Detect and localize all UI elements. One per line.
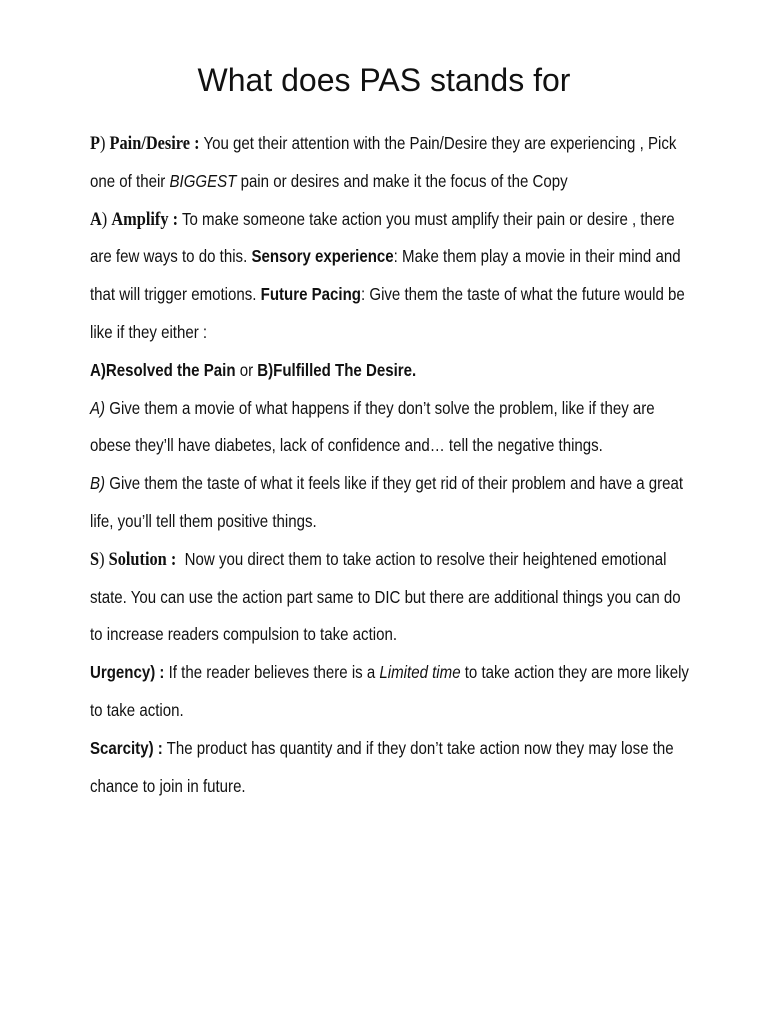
future-pacing-label: Future Pacing bbox=[260, 284, 361, 305]
option-a-marker: A) bbox=[90, 397, 106, 418]
pain-emphasis: BIGGEST bbox=[169, 170, 237, 191]
amplify-letter: A bbox=[90, 208, 102, 230]
solution-text: Now you direct them to take action to resolve their heightened emotional state. You can use the action part same to DIC but there are additional things you can do to increase readers compulsion to take action. bbox=[90, 548, 681, 645]
option-b-label: B)Fulfilled The Desire. bbox=[257, 359, 417, 380]
sensory-text: : Make them play a movie in their mind and that will trigger emotions. bbox=[90, 246, 681, 305]
solution-heading-label: Solution : bbox=[108, 548, 177, 570]
amplify-text-1: To make someone take action you must amplify their pain or desire , there are few ways to do this. bbox=[90, 208, 675, 267]
scarcity-text: The product has quantity and if they don’t take action now they may lose the chance to join in future. bbox=[90, 737, 674, 796]
option-b-text: Give them the taste of what it feels like if they get rid of their problem and have a great life, you’ll tell them positive things. bbox=[90, 473, 684, 531]
sensory-label: Sensory experience bbox=[251, 246, 394, 267]
pain-text-2: pain or desires and make it the focus of the Copy bbox=[236, 170, 568, 191]
pain-text-1: You get their attention with the Pain/Desire they are experiencing , Pick one of their bbox=[90, 133, 677, 191]
urgency-label: Urgency) : bbox=[90, 662, 165, 683]
urgency-text-2: to take action they are more likely to take action. bbox=[90, 662, 689, 720]
urgency-paragraph bbox=[90, 654, 690, 730]
amplify-heading-label: Amplify : bbox=[111, 208, 179, 230]
pain-section bbox=[90, 125, 690, 201]
option-b-paragraph bbox=[90, 465, 690, 541]
option-a-label: A)Resolved the Pain bbox=[90, 359, 236, 380]
pain-heading-label: Pain/Desire : bbox=[109, 133, 200, 154]
option-a-text: Give them a movie of what happens if they don’t solve the problem, like if they are obese they’ll have diabetes, lack of confidence and… tell the negative things. bbox=[90, 397, 655, 456]
amplify-section bbox=[90, 201, 690, 352]
option-b-marker: B) bbox=[90, 473, 106, 494]
option-a-paragraph bbox=[90, 390, 690, 466]
amplify-heading: A) Amplify : bbox=[90, 208, 179, 230]
scarcity-paragraph bbox=[90, 730, 690, 806]
pain-letter: P bbox=[90, 133, 100, 154]
options-line bbox=[90, 352, 690, 390]
option-or: or bbox=[235, 359, 258, 380]
scarcity-label: Scarcity) : bbox=[90, 737, 163, 758]
page-title: What does PAS stands for bbox=[197, 62, 571, 98]
document-body bbox=[90, 125, 690, 805]
solution-letter: S bbox=[90, 548, 100, 570]
pain-heading: P) Pain/Desire : bbox=[90, 133, 200, 154]
future-pacing-text: : Give them the taste of what the future would be like if they either : bbox=[90, 284, 685, 342]
solution-heading: S) Solution : bbox=[90, 548, 177, 570]
urgency-emphasis: Limited time bbox=[379, 662, 461, 683]
urgency-text-1: If the reader believes there is a bbox=[164, 662, 380, 683]
solution-section bbox=[90, 541, 690, 654]
